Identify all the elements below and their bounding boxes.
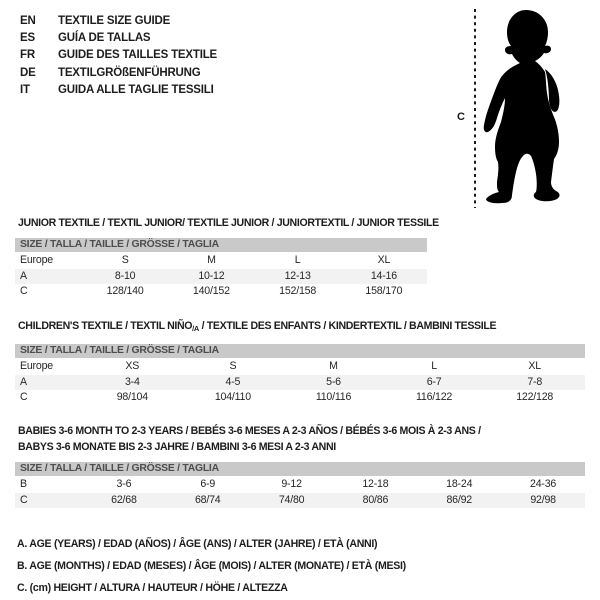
children-title-subscript: /A: [192, 324, 199, 333]
table-cell: 110/116: [315, 391, 352, 403]
junior-size-header-bar: SIZE / TALLA / TAILLE / GRÖSSE / TAGLIA: [15, 238, 427, 252]
table-cell: 14-16: [341, 269, 427, 285]
baby-silhouette-icon: [484, 10, 560, 203]
legend-row-en: [20, 13, 217, 30]
language-code: ES: [20, 32, 35, 45]
legend-row-de: [20, 65, 217, 82]
table-cell: 4-5: [183, 375, 284, 391]
table-row: [15, 284, 427, 300]
table-cell: 62/68: [82, 493, 166, 509]
row-label: Europe: [20, 254, 53, 266]
row-label: C: [15, 493, 82, 509]
language-code: FR: [20, 49, 35, 62]
language-legend: [20, 13, 217, 99]
table-cell: 9-12: [281, 478, 302, 490]
children-textile-section: [15, 318, 585, 406]
height-label: C: [457, 111, 465, 123]
table-cell: S: [121, 254, 129, 266]
table-cell: 68/74: [166, 493, 250, 509]
children-title-prefix: CHILDREN'S TEXTILE / TEXTIL NIÑO: [18, 320, 193, 332]
table-cell: XL: [528, 360, 541, 372]
legend-row-it: [20, 82, 217, 99]
table-row: [15, 269, 427, 285]
table-cell: 3-4: [82, 375, 183, 391]
children-table: [15, 359, 585, 406]
junior-textile-section: [15, 215, 439, 300]
footnote-b: B. AGE (MONTHS) / EDAD (MESES) / ÂGE (MOIS) / ALTER (MONATE) / ETÀ (MESI): [17, 560, 406, 572]
legend-row-fr: [20, 47, 217, 64]
table-row: [15, 375, 585, 391]
table-cell: 10-12: [168, 269, 254, 285]
junior-table-title: JUNIOR TEXTILE / TEXTIL JUNIOR/ TEXTILE JUNIOR / JUNIORTEXTIL / JUNIOR TESSILE: [18, 217, 439, 229]
babies-table-title-line1: BABIES 3-6 MONTH TO 2-3 YEARS / BEBÉS 3-6 MESES A 2-3 AÑOS / BÉBÉS 3-6 MOIS À 2-3 ANS /: [18, 425, 481, 437]
table-cell: L: [431, 360, 437, 372]
language-code: IT: [20, 83, 30, 96]
baby-figure: [445, 0, 600, 215]
row-label: A: [15, 375, 82, 391]
table-cell: 158/170: [365, 285, 403, 297]
babies-size-header-bar: SIZE / TALLA / TAILLE / GRÖSSE / TAGLIA: [15, 462, 585, 476]
table-cell: 12-18: [362, 478, 389, 490]
table-cell: 80/86: [333, 493, 417, 509]
table-cell: 104/110: [214, 391, 251, 403]
table-cell: 140/152: [192, 285, 230, 297]
footnote-c: C. (cm) HEIGHT / ALTURA / HAUTEUR / HÖHE / ALTEZZA: [17, 582, 288, 594]
row-label: A: [15, 269, 82, 285]
row-label: B: [20, 478, 27, 490]
table-row: [15, 390, 585, 406]
table-cell: XS: [125, 360, 140, 372]
children-title-suffix: / TEXTILE DES ENFANTS / KINDERTEXTIL / BAMBINI TESSILE: [198, 320, 497, 332]
table-cell: M: [207, 254, 216, 266]
table-row: [15, 359, 585, 375]
legend-text: TEXTILGRÖßENFÜHRUNG: [58, 66, 201, 79]
language-code: DE: [20, 66, 36, 79]
table-cell: 12-13: [255, 269, 341, 285]
table-cell: M: [329, 360, 338, 372]
legend-text: GUIDA ALLE TAGLIE TESSILI: [58, 83, 214, 96]
table-row: [15, 493, 585, 509]
babies-table: [15, 477, 585, 508]
table-cell: 7-8: [484, 375, 585, 391]
children-table-title: [15, 318, 585, 337]
babies-textile-section: [15, 423, 585, 508]
table-cell: 5-6: [283, 375, 384, 391]
legend-text: GUIDE DES TAILLES TEXTILE: [58, 49, 217, 62]
table-cell: 122/128: [516, 391, 554, 403]
table-cell: 6-9: [200, 478, 216, 490]
table-cell: 116/122: [416, 391, 453, 403]
table-cell: L: [294, 254, 301, 266]
language-code: EN: [20, 15, 36, 27]
legend-text: GUÍA DE TALLAS: [58, 32, 151, 45]
table-cell: 128/140: [106, 285, 144, 297]
legend-text: TEXTILE SIZE GUIDE: [58, 15, 171, 27]
footnote-a: A. AGE (YEARS) / EDAD (AÑOS) / ÂGE (ANS) / ALTER (JAHRE) / ETÀ (ANNI): [17, 538, 378, 550]
table-cell: 6-7: [384, 375, 485, 391]
table-cell: 98/104: [116, 391, 148, 403]
table-cell: 86/92: [417, 493, 501, 509]
row-label: Europe: [20, 360, 53, 372]
table-cell: 18-24: [446, 478, 473, 490]
table-row: [15, 253, 427, 269]
table-cell: XL: [377, 254, 391, 266]
table-row: [15, 477, 585, 493]
table-cell: 3-6: [116, 478, 132, 490]
table-cell: 74/80: [250, 493, 334, 509]
footnotes: [17, 533, 406, 599]
row-label: C: [20, 285, 28, 297]
babies-table-title-line2: BABYS 3-6 MONATE BIS 2-3 JAHRE / BAMBINI 3-6 MESI A 2-3 ANNI: [18, 441, 336, 453]
table-cell: 24-36: [530, 478, 557, 490]
row-label: C: [20, 391, 28, 403]
junior-table: [15, 253, 427, 300]
children-size-header-bar: SIZE / TALLA / TAILLE / GRÖSSE / TAGLIA: [15, 344, 585, 358]
table-cell: 92/98: [501, 493, 585, 509]
table-cell: 152/158: [279, 285, 317, 297]
legend-row-es: [20, 30, 217, 47]
table-cell: S: [229, 360, 237, 372]
table-cell: 8-10: [82, 269, 168, 285]
